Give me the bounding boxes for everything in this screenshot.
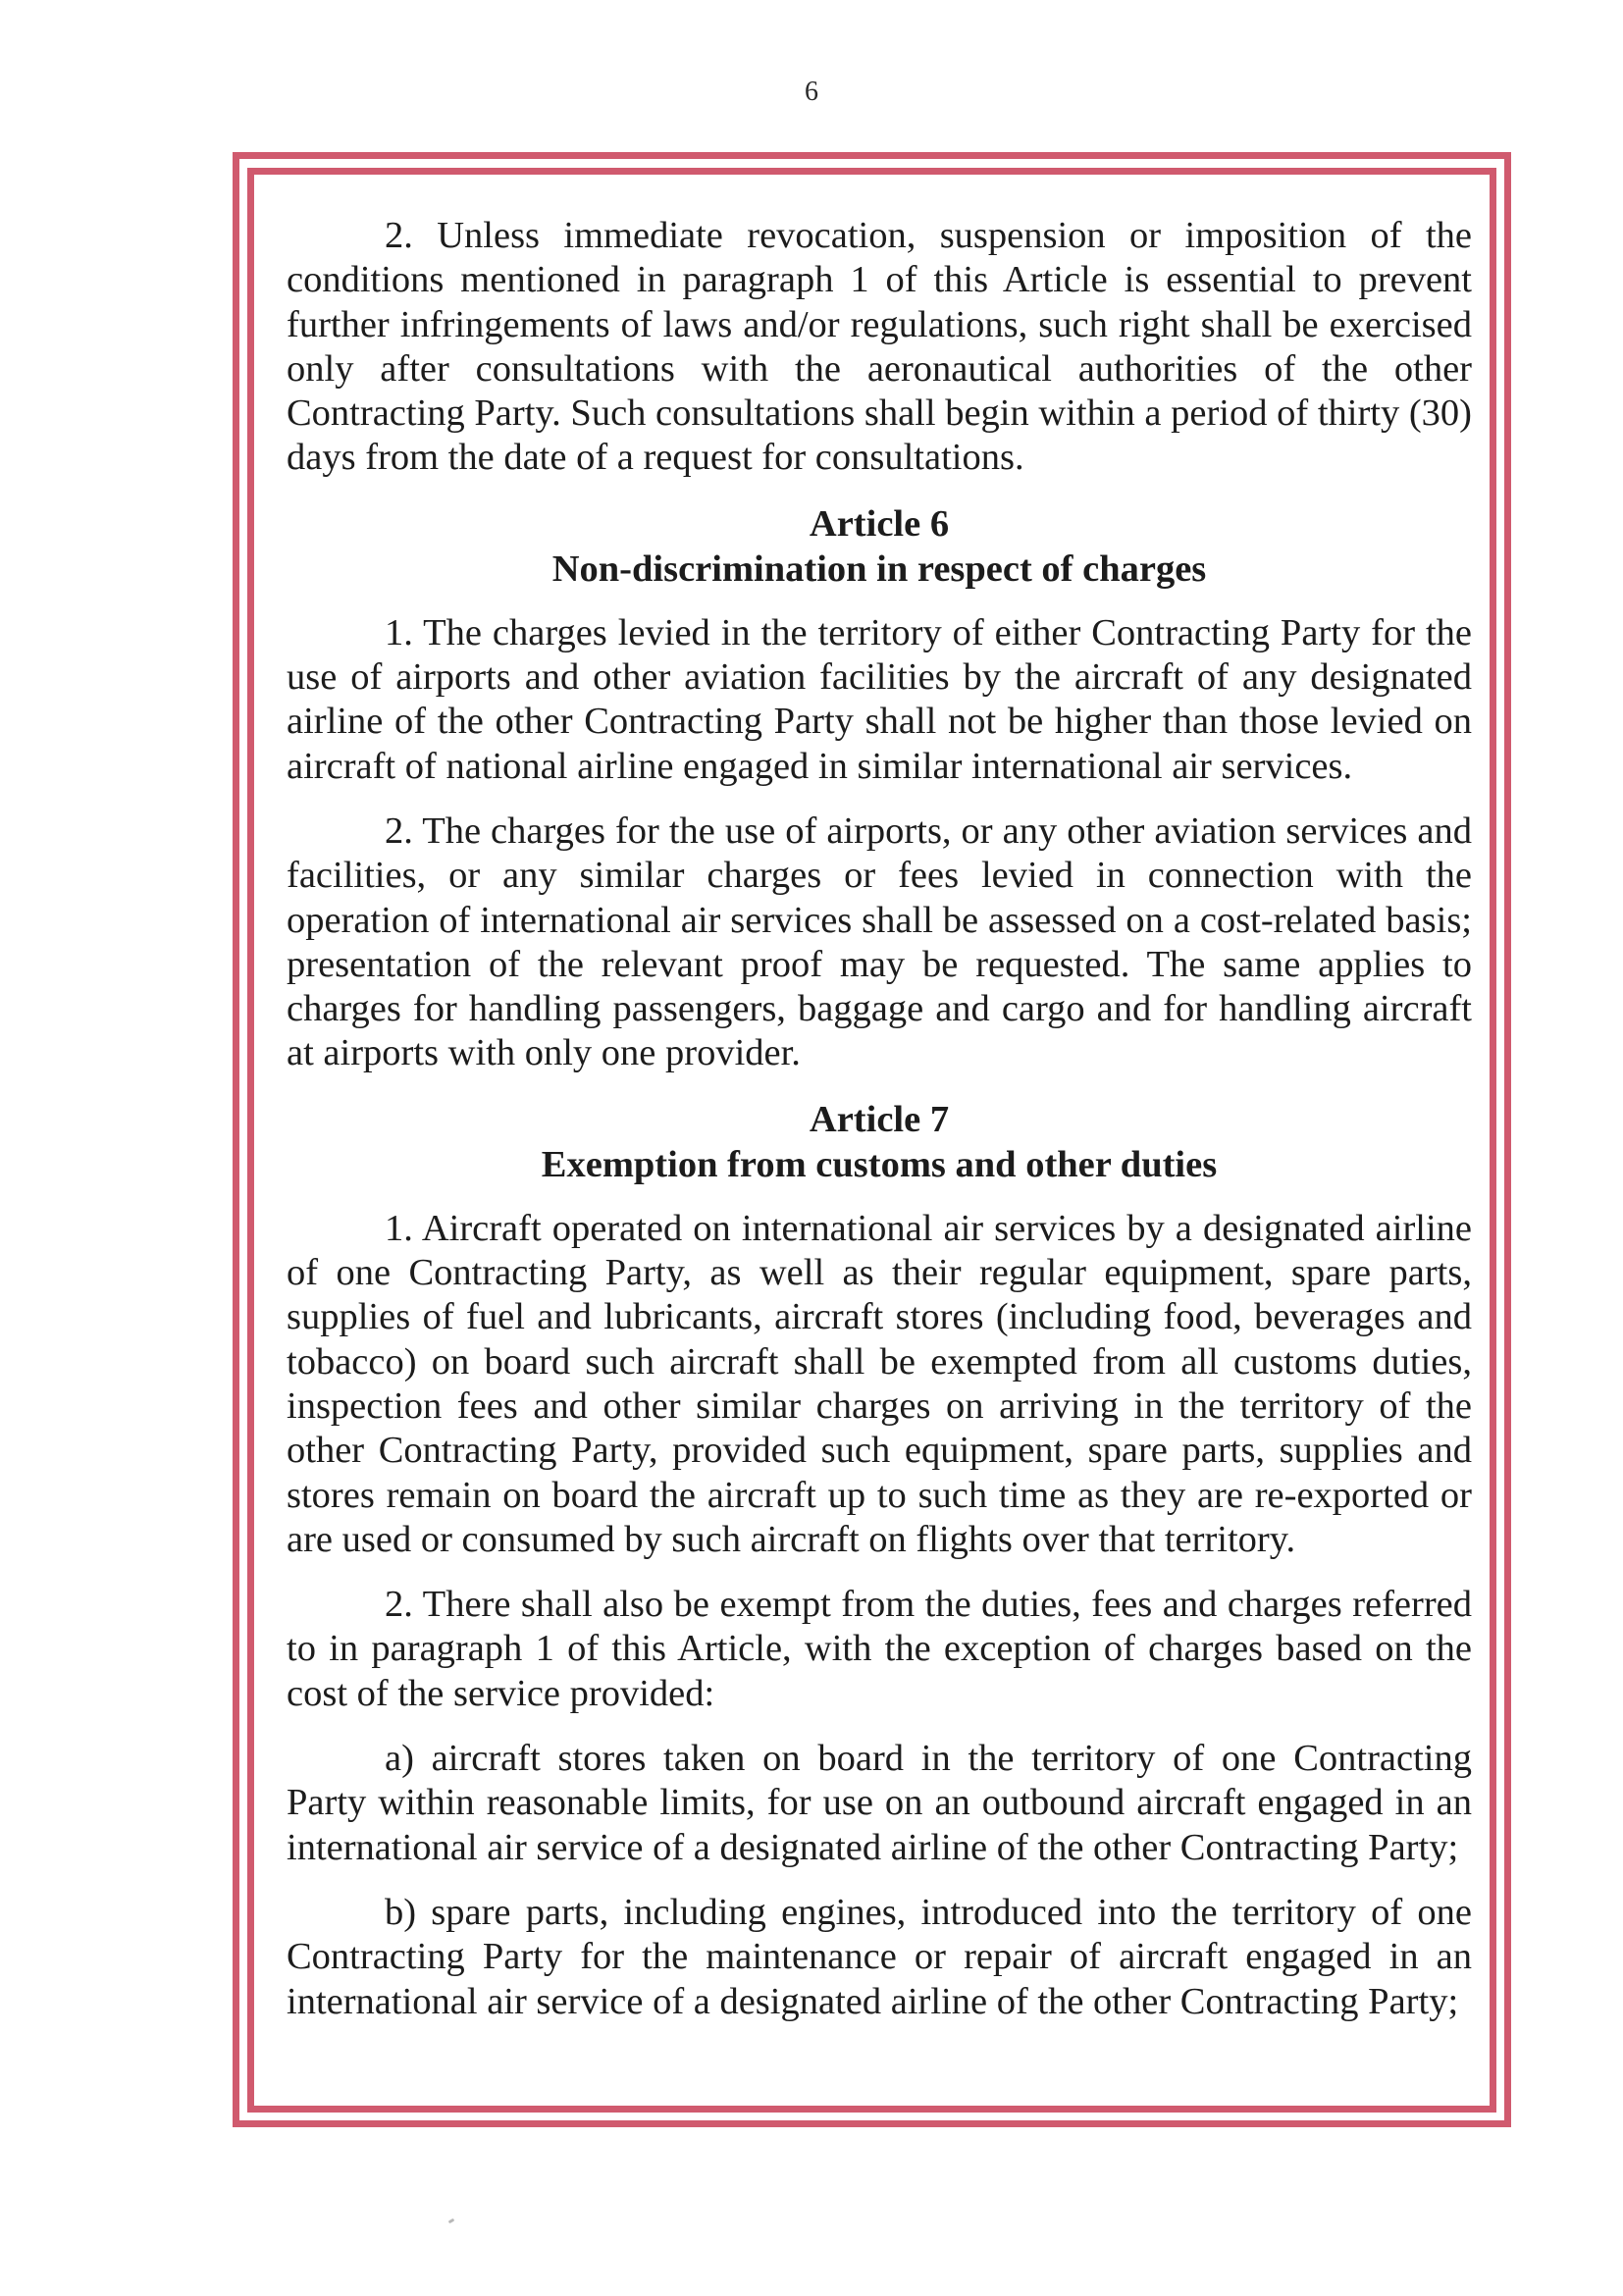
- article-title: Exemption from customs and other duties: [541, 1143, 1218, 1185]
- article-7-paragraph-2: 2. There shall also be exempt from the duties, fees and charges referred to in paragraph 1 of this Article, with the exception of charges based on the cost of the service provided:: [287, 1584, 1472, 1714]
- article-6-paragraph-2: 2. The charges for the use of airports, or any other aviation services and facilities, or any similar charges or fees levied in connection with the operation of international air services shall be assessed on a cost-related basis; presentation of the relevant proof may be requested. The same applies to charges for handling passengers, baggage and cargo and for handling aircraft at airports with only one provider.: [287, 809, 1472, 1074]
- article-title: Non-discrimination in respect of charges: [551, 548, 1207, 590]
- scan-speck: [448, 2218, 455, 2224]
- article-5-paragraph-2: 2. Unless immediate revocation, suspension or imposition of the conditions mentioned in paragraph 1 of this Article is essential to prevent further infringements of laws and/or regulations, such right shall be exercised only after consultations with the aeronautical authorities of the other Contracting Party. Such consultations shall begin within a period of thirty (30) days from the date of a request for consultations.: [287, 215, 1472, 479]
- article-6-paragraph-1: 1. The charges levied in the territory of either Contracting Party for the use of airports and other aviation facilities by the aircraft of any designated airline of the other Contracting Party shall not be higher than those levied on aircraft of national airline engaged in similar international air services.: [287, 611, 1472, 787]
- article-7-heading: [287, 1097, 1472, 1187]
- article-7-item-b: b) spare parts, including engines, introduced into the territory of one Contracting Party for the maintenance or repair of aircraft engaged in an international air service of a designated airline of the other Contracting Party;: [287, 1891, 1472, 2022]
- article-6-heading: [287, 501, 1472, 592]
- article-7-paragraph-1: 1. Aircraft operated on international air services by a designated airline of one Contracting Party, as well as their regular equipment, spare parts, supplies of fuel and lubricants, aircraft stores (including food, beverages and tobacco) on board such aircraft shall be exempted from all customs duties, inspection fees and other similar charges on arriving in the territory of the other Contracting Party, provided such equipment, spare parts, supplies and stores remain on board the aircraft up to such time as they are re-exported or are used or consumed by such aircraft on flights over that territory.: [287, 1207, 1472, 1560]
- page-number: 6: [805, 77, 818, 107]
- article-7-item-a: a) aircraft stores taken on board in the territory of one Contracting Party within reasonable limits, for use on an outbound aircraft engaged in an international air service of a designated airline of the other Contracting Party;: [287, 1738, 1472, 1868]
- document-body: [287, 214, 1472, 2045]
- article-number: Article 7: [809, 1098, 950, 1140]
- article-number: Article 6: [809, 502, 950, 545]
